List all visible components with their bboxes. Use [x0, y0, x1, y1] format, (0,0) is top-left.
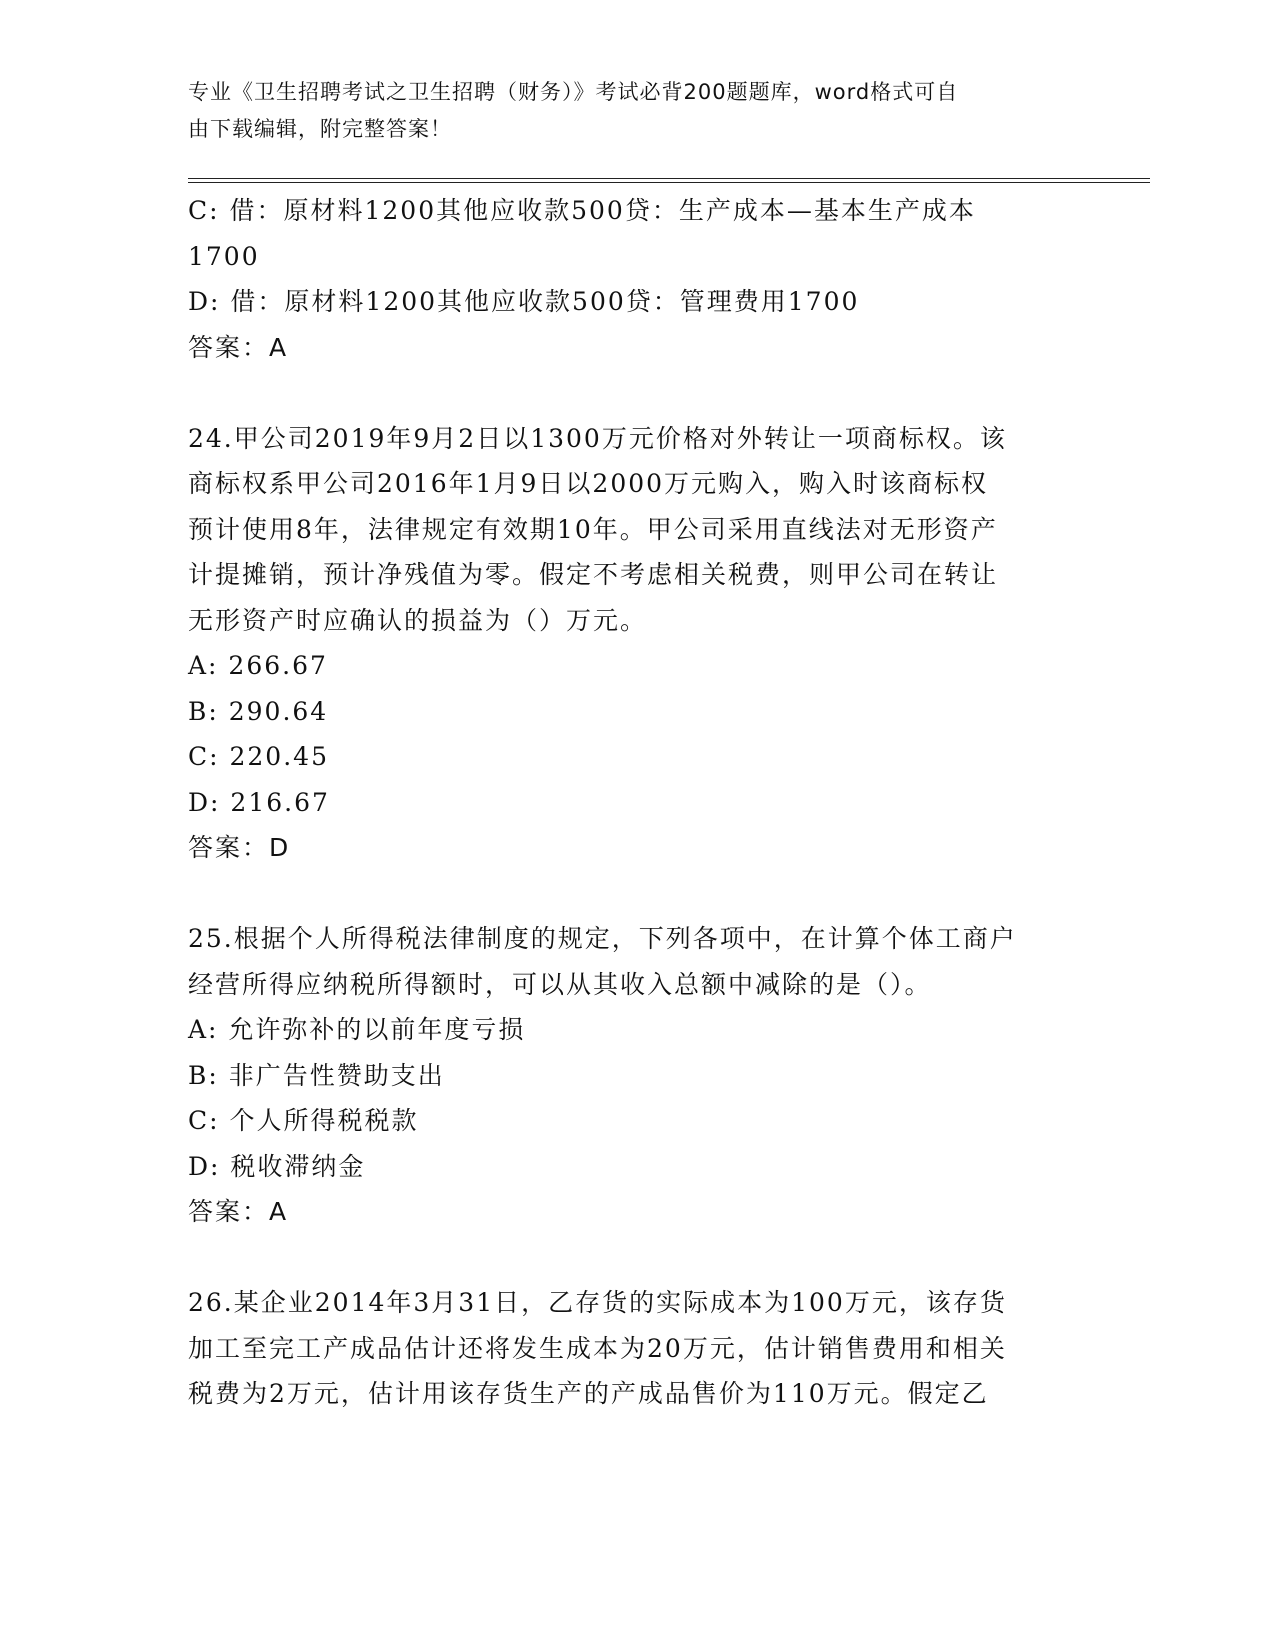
spacer	[188, 1235, 1088, 1281]
header-title-line-2: 由下载编辑，附完整答案！	[188, 117, 452, 141]
option-a: A: 266.67	[188, 651, 328, 680]
answer-label: 答案：A	[188, 1197, 289, 1226]
question-text-line: 24.甲公司2019年9月2日以1300万元价格对外转让一项商标权。该	[188, 423, 1007, 453]
question-text-line: 加工至完工产成品估计还将发生成本为20万元，估计销售费用和相关	[188, 1333, 1007, 1363]
option-d: D: 借：原材料1200其他应收款500贷：管理费用1700	[188, 287, 860, 316]
question-text-line: 商标权系甲公司2016年1月9日以2000万元购入，购入时该商标权	[188, 469, 989, 498]
answer-label: 答案：A	[188, 332, 289, 362]
question-26	[188, 1280, 1088, 1417]
option-a: A: 允许弥补的以前年度亏损	[188, 1015, 526, 1044]
question-25	[188, 916, 1088, 1235]
question-text-line: 26.某企业2014年3月31日，乙存货的实际成本为100万元，该存货	[188, 1288, 1007, 1317]
header-title-line-1: 专业《卫生招聘考试之卫生招聘（财务）》考试必背200题题库，word格式可自	[188, 80, 959, 104]
question-content	[188, 188, 1088, 1417]
option-b: B: 非广告性赞助支出	[188, 1060, 445, 1090]
question-text-line: 预计使用8年，法律规定有效期10年。甲公司采用直线法对无形资产	[188, 514, 998, 544]
option-c: C: 个人所得税税款	[188, 1106, 419, 1135]
answer-label: 答案：D	[188, 833, 291, 862]
option-b: B: 290.64	[188, 696, 329, 726]
option-c-line-2: 1700	[188, 241, 260, 271]
document-header	[188, 74, 1068, 148]
question-24	[188, 416, 1088, 871]
question-text-line: 计提摊销，预计净残值为零。假定不考虑相关税费，则甲公司在转让	[188, 560, 999, 589]
question-text-line: 无形资产时应确认的损益为（）万元。	[188, 605, 648, 635]
question-text-line: 经营所得应纳税所得额时，可以从其收入总额中减除的是（）。	[188, 969, 932, 999]
question-text-line: 税费为2万元，估计用该存货生产的产成品售价为110万元。假定乙	[188, 1379, 989, 1408]
question-23-tail	[188, 188, 1088, 370]
option-c-line-1: C: 借：原材料1200其他应收款500贷：生产成本—基本生产成本	[188, 196, 976, 225]
header-divider	[188, 178, 1150, 183]
spacer	[188, 370, 1088, 416]
option-c: C: 220.45	[188, 742, 329, 771]
option-d: D: 216.67	[188, 787, 330, 817]
question-text-line: 25.根据个人所得税法律制度的规定，下列各项中，在计算个体工商户	[188, 924, 1017, 953]
option-d: D: 税收滞纳金	[188, 1151, 366, 1181]
spacer	[188, 871, 1088, 917]
